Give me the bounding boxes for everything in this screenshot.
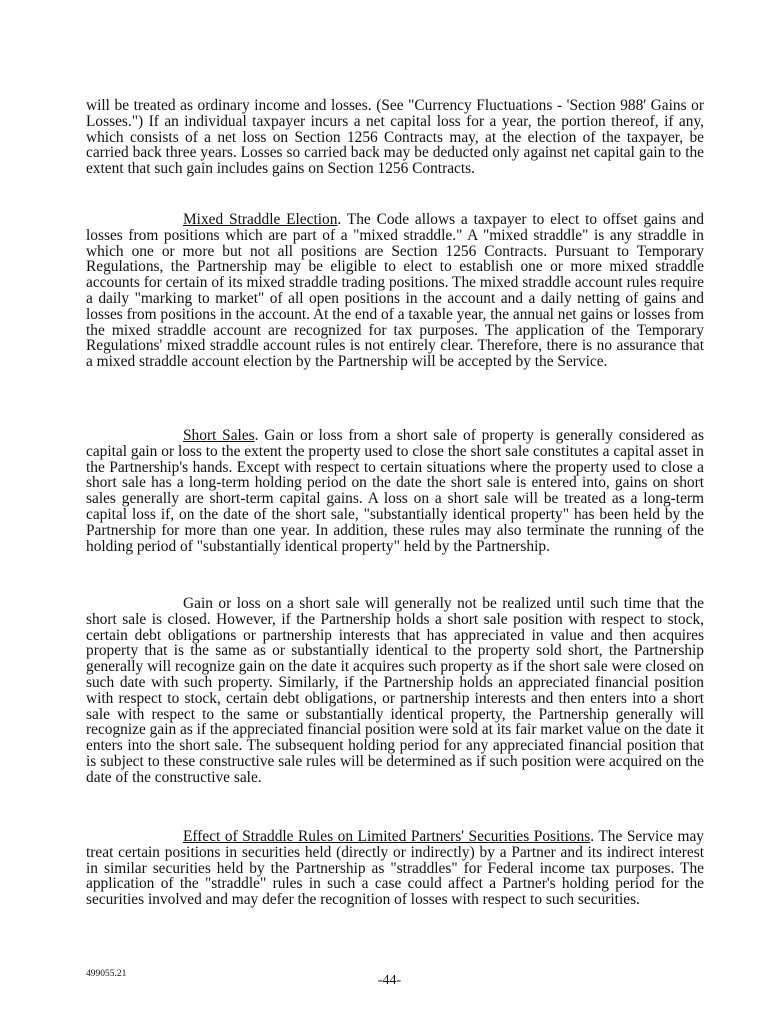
- page-number: -44-: [377, 973, 402, 988]
- paragraph-text: . Gain or loss from a short sale of property is generally considered as capital gain or loss to the extent the property used to close the short sale constitutes a capital asset in the Partnership's hands. Except with respect to certain situations where the property used to close a short sale has a long-term holding period on the date the short sale is entered into, gains on short sales generally are short-term capital gains. A loss on a short sale will be treated as a long-term capital loss if, on the date of the short sale, "substantially identical property" has been held by the Partnership for more than one year. In addition, these rules may also terminate the running of the holding period of "substantially identical property" held by the Partnership.: [86, 427, 704, 555]
- section-heading-straddle-rules: Effect of Straddle Rules on Limited Partners' Securities Positions: [183, 828, 591, 845]
- paragraph-text: . The Code allows a taxpayer to elect to offset gains and losses from positions which are part of a "mixed straddle." A "mixed straddle" is any straddle in which one or more but not all positions are Section 1256 Contracts. Pursuant to Temporary Regulations, the Partnership may be eligible to elect to establish one or more mixed straddle accounts for certain of its mixed straddle trading positions. The mixed straddle account rules require a daily "marking to market" of all open positions in the account and a daily netting of gains and losses from positions in the account. At the end of a taxable year, the annual net gains or losses from the mixed straddle account are recognized for tax purposes. The application of the Temporary Regulations' mixed straddle account rules is not entirely clear. Therefore, there is no assurance that a mixed straddle account election by the Partnership will be accepted by the Service.: [86, 211, 705, 371]
- paragraph-short-sale-gain-loss: [86, 596, 704, 786]
- section-heading-mixed-straddle-election: Mixed Straddle Election: [183, 211, 338, 228]
- paragraph-text: will be treated as ordinary income and losses. (See "Currency Fluctuations - 'Section 988' Gains or Losses.") If an individual taxpayer incurs a net capital loss for a year, the portion thereof, if any, which consists of a net loss on Section 1256 Contracts may, at the election of the taxpayer, be carried back three years. Losses so carried back may be deducted only against net capital gain to the extent that such gain includes gains on Section 1256 Contracts.: [86, 97, 704, 178]
- paragraph-straddle-rules-partners: [86, 829, 704, 908]
- paragraph-mixed-straddle-election: [86, 212, 704, 370]
- document-id: 499055.21: [86, 969, 127, 979]
- paragraph-short-sales: [86, 428, 704, 554]
- paragraph-currency-losses: [86, 98, 704, 177]
- paragraph-text: . The Service may treat certain positions in securities held (directly or indirectly) by a Partner and its indirect interest in similar securities held by the Partnership as "straddles" for Federal income tax purposes. The application of the "straddle" rules in such a case could affect a Partner's holding period for the securities involved and may defer the recognition of losses with respect to such securities.: [86, 828, 705, 909]
- section-heading-short-sales: Short Sales: [183, 427, 255, 444]
- paragraph-text: Gain or loss on a short sale will generally not be realized until such time that the short sale is closed. However, if the Partnership holds a short sale position with respect to stock, certain debt obligations or partnership interests that has appreciated in value and then acquires property that is the same as or substantially identical to the property sold short, the Partnership generally will recognize gain on the date it acquires such property as if the short sale were closed on such date with such property. Similarly, if the Partnership holds an appreciated financial position with respect to stock, certain debt obligations, or partnership interests and then enters into a short sale with respect to the same or substantially identical property, the Partnership generally will recognize gain as if the appreciated financial position were sold at its fair market value on the date it enters into the short sale. The subsequent holding period for any appreciated financial position that is subject to these constructive sale rules will be determined as if such position were acquired on the date of the constructive sale.: [86, 595, 704, 786]
